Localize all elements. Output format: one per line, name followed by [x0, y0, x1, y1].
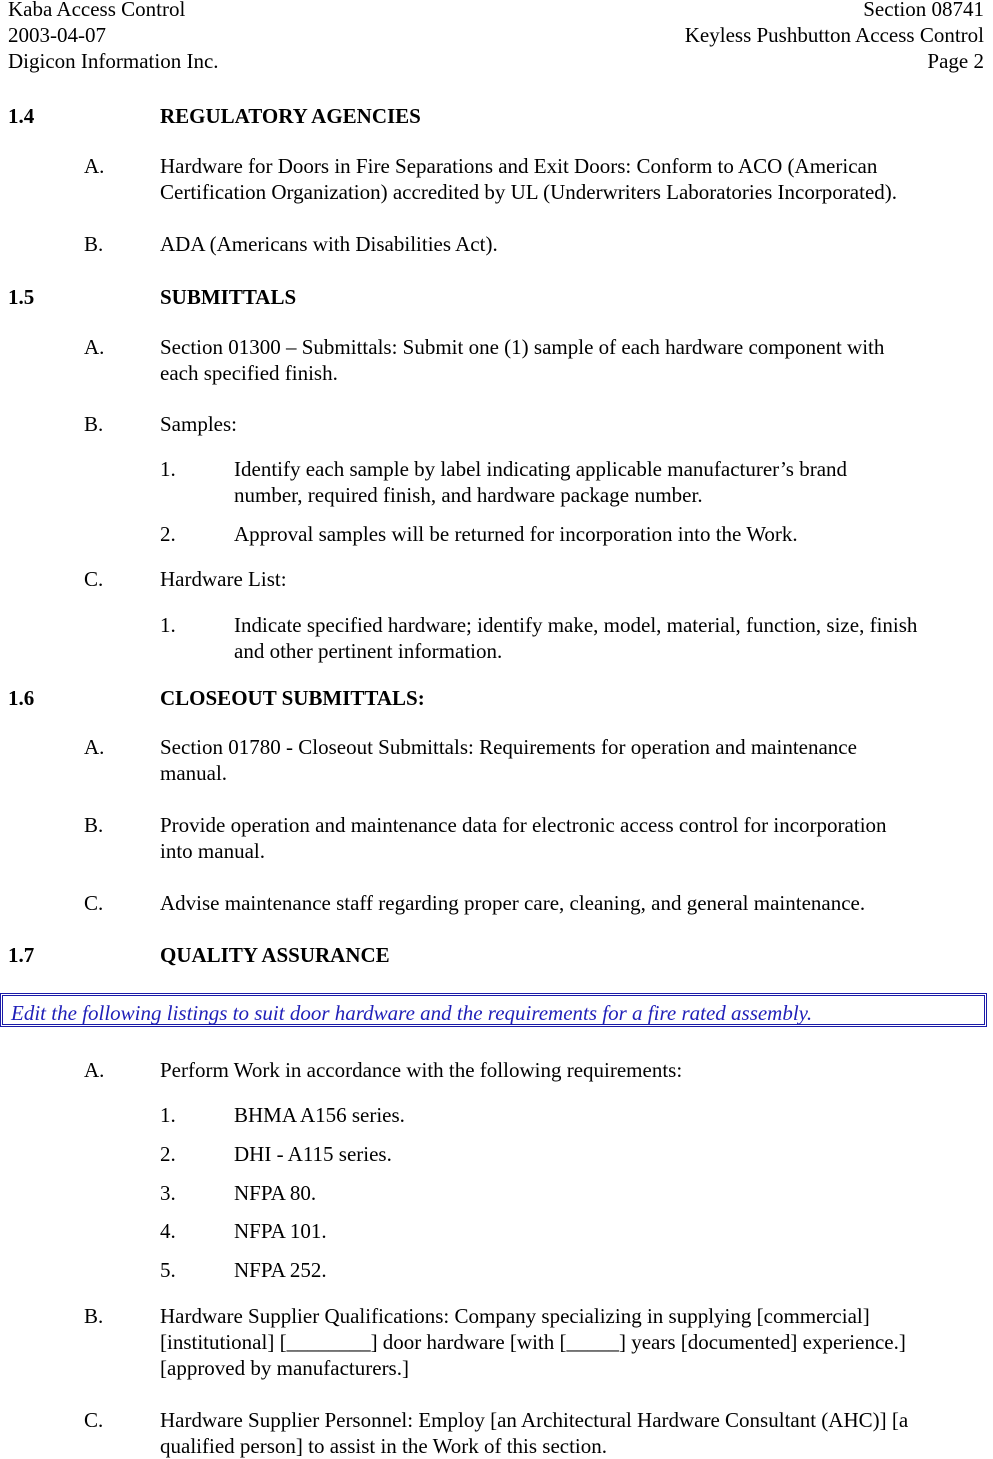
- section-number: 1.5: [8, 285, 35, 309]
- item-text: [approved by manufacturers.]: [160, 1356, 409, 1380]
- editor-note-box: [0, 993, 987, 1027]
- subitem-label: 2.: [160, 522, 176, 546]
- item-text: Provide operation and maintenance data for electronic access control for incorporation: [160, 813, 887, 837]
- header-doc-title: Keyless Pushbutton Access Control: [684, 23, 984, 47]
- subitem-text: NFPA 80.: [234, 1181, 317, 1205]
- item-text: Section 01300 – Submittals: Submit one (1) sample of each hardware component with: [160, 335, 885, 359]
- item-text: Section 01780 - Closeout Submittals: Requirements for operation and maintenance: [160, 735, 857, 759]
- subitem-text: and other pertinent information.: [234, 639, 503, 663]
- subitem-text: Indicate specified hardware; identify make, model, material, function, size, finish: [234, 613, 918, 637]
- subitem-label: 5.: [160, 1258, 176, 1282]
- item-label: B.: [84, 232, 104, 256]
- header-date: 2003-04-07: [8, 23, 106, 47]
- section-title: REGULATORY AGENCIES: [160, 104, 421, 128]
- item-text: ADA (Americans with Disabilities Act).: [160, 232, 498, 256]
- item-text: Perform Work in accordance with the following requirements:: [160, 1058, 683, 1082]
- item-label: B.: [84, 813, 104, 837]
- item-text: Samples:: [160, 412, 237, 436]
- item-text: Hardware for Doors in Fire Separations and Exit Doors: Conform to ACO (American: [160, 154, 878, 178]
- item-text: [institutional] [________] door hardware [with [_____] years [documented] experience.]: [160, 1330, 906, 1354]
- item-label: C.: [84, 567, 104, 591]
- subitem-text: Identify each sample by label indicating applicable manufacturer’s brand: [234, 457, 848, 481]
- editor-note-text: Edit the following listings to suit door hardware and the requirements for a fire rated assembly.: [11, 1001, 813, 1025]
- item-text: Hardware List:: [160, 567, 287, 591]
- item-label: B.: [84, 412, 104, 436]
- subitem-label: 1.: [160, 613, 176, 637]
- subitem-text: NFPA 101.: [234, 1219, 327, 1243]
- item-text: Hardware Supplier Personnel: Employ [an Architectural Hardware Consultant (AHC)] [a: [160, 1408, 909, 1432]
- item-text: Certification Organization) accredited by UL (Underwriters Laboratories Incorporated).: [160, 180, 898, 204]
- item-label: C.: [84, 1408, 104, 1432]
- item-text: qualified person] to assist in the Work of this section.: [160, 1434, 608, 1458]
- header-section: Section 08741: [863, 0, 984, 21]
- subitem-label: 1.: [160, 457, 176, 481]
- item-text: Hardware Supplier Qualifications: Company specializing in supplying [commercial]: [160, 1304, 870, 1328]
- item-label: A.: [84, 735, 105, 759]
- section-number: 1.4: [8, 104, 35, 128]
- subitem-label: 1.: [160, 1103, 176, 1127]
- subitem-text: DHI - A115 series.: [234, 1142, 392, 1166]
- subitem-label: 2.: [160, 1142, 176, 1166]
- item-label: B.: [84, 1304, 104, 1328]
- header-company: Kaba Access Control: [8, 0, 186, 21]
- item-text: each specified finish.: [160, 361, 338, 385]
- item-text: into manual.: [160, 839, 265, 863]
- subitem-label: 3.: [160, 1181, 176, 1205]
- section-number: 1.6: [8, 686, 35, 710]
- section-title: SUBMITTALS: [160, 285, 297, 309]
- subitem-label: 4.: [160, 1219, 176, 1243]
- subitem-text: number, required finish, and hardware package number.: [234, 483, 703, 507]
- item-label: A.: [84, 154, 105, 178]
- section-number: 1.7: [8, 943, 35, 967]
- item-label: A.: [84, 335, 105, 359]
- subitem-text: NFPA 252.: [234, 1258, 327, 1282]
- section-title: CLOSEOUT SUBMITTALS:: [160, 686, 425, 710]
- item-text: Advise maintenance staff regarding proper care, cleaning, and general maintenance.: [160, 891, 866, 915]
- subitem-text: BHMA A156 series.: [234, 1103, 405, 1127]
- header-page: Page 2: [927, 49, 984, 73]
- header-author: Digicon Information Inc.: [8, 49, 219, 73]
- item-text: manual.: [160, 761, 228, 785]
- subitem-text: Approval samples will be returned for incorporation into the Work.: [234, 522, 798, 546]
- section-title: QUALITY ASSURANCE: [160, 943, 390, 967]
- item-label: A.: [84, 1058, 105, 1082]
- item-label: C.: [84, 891, 104, 915]
